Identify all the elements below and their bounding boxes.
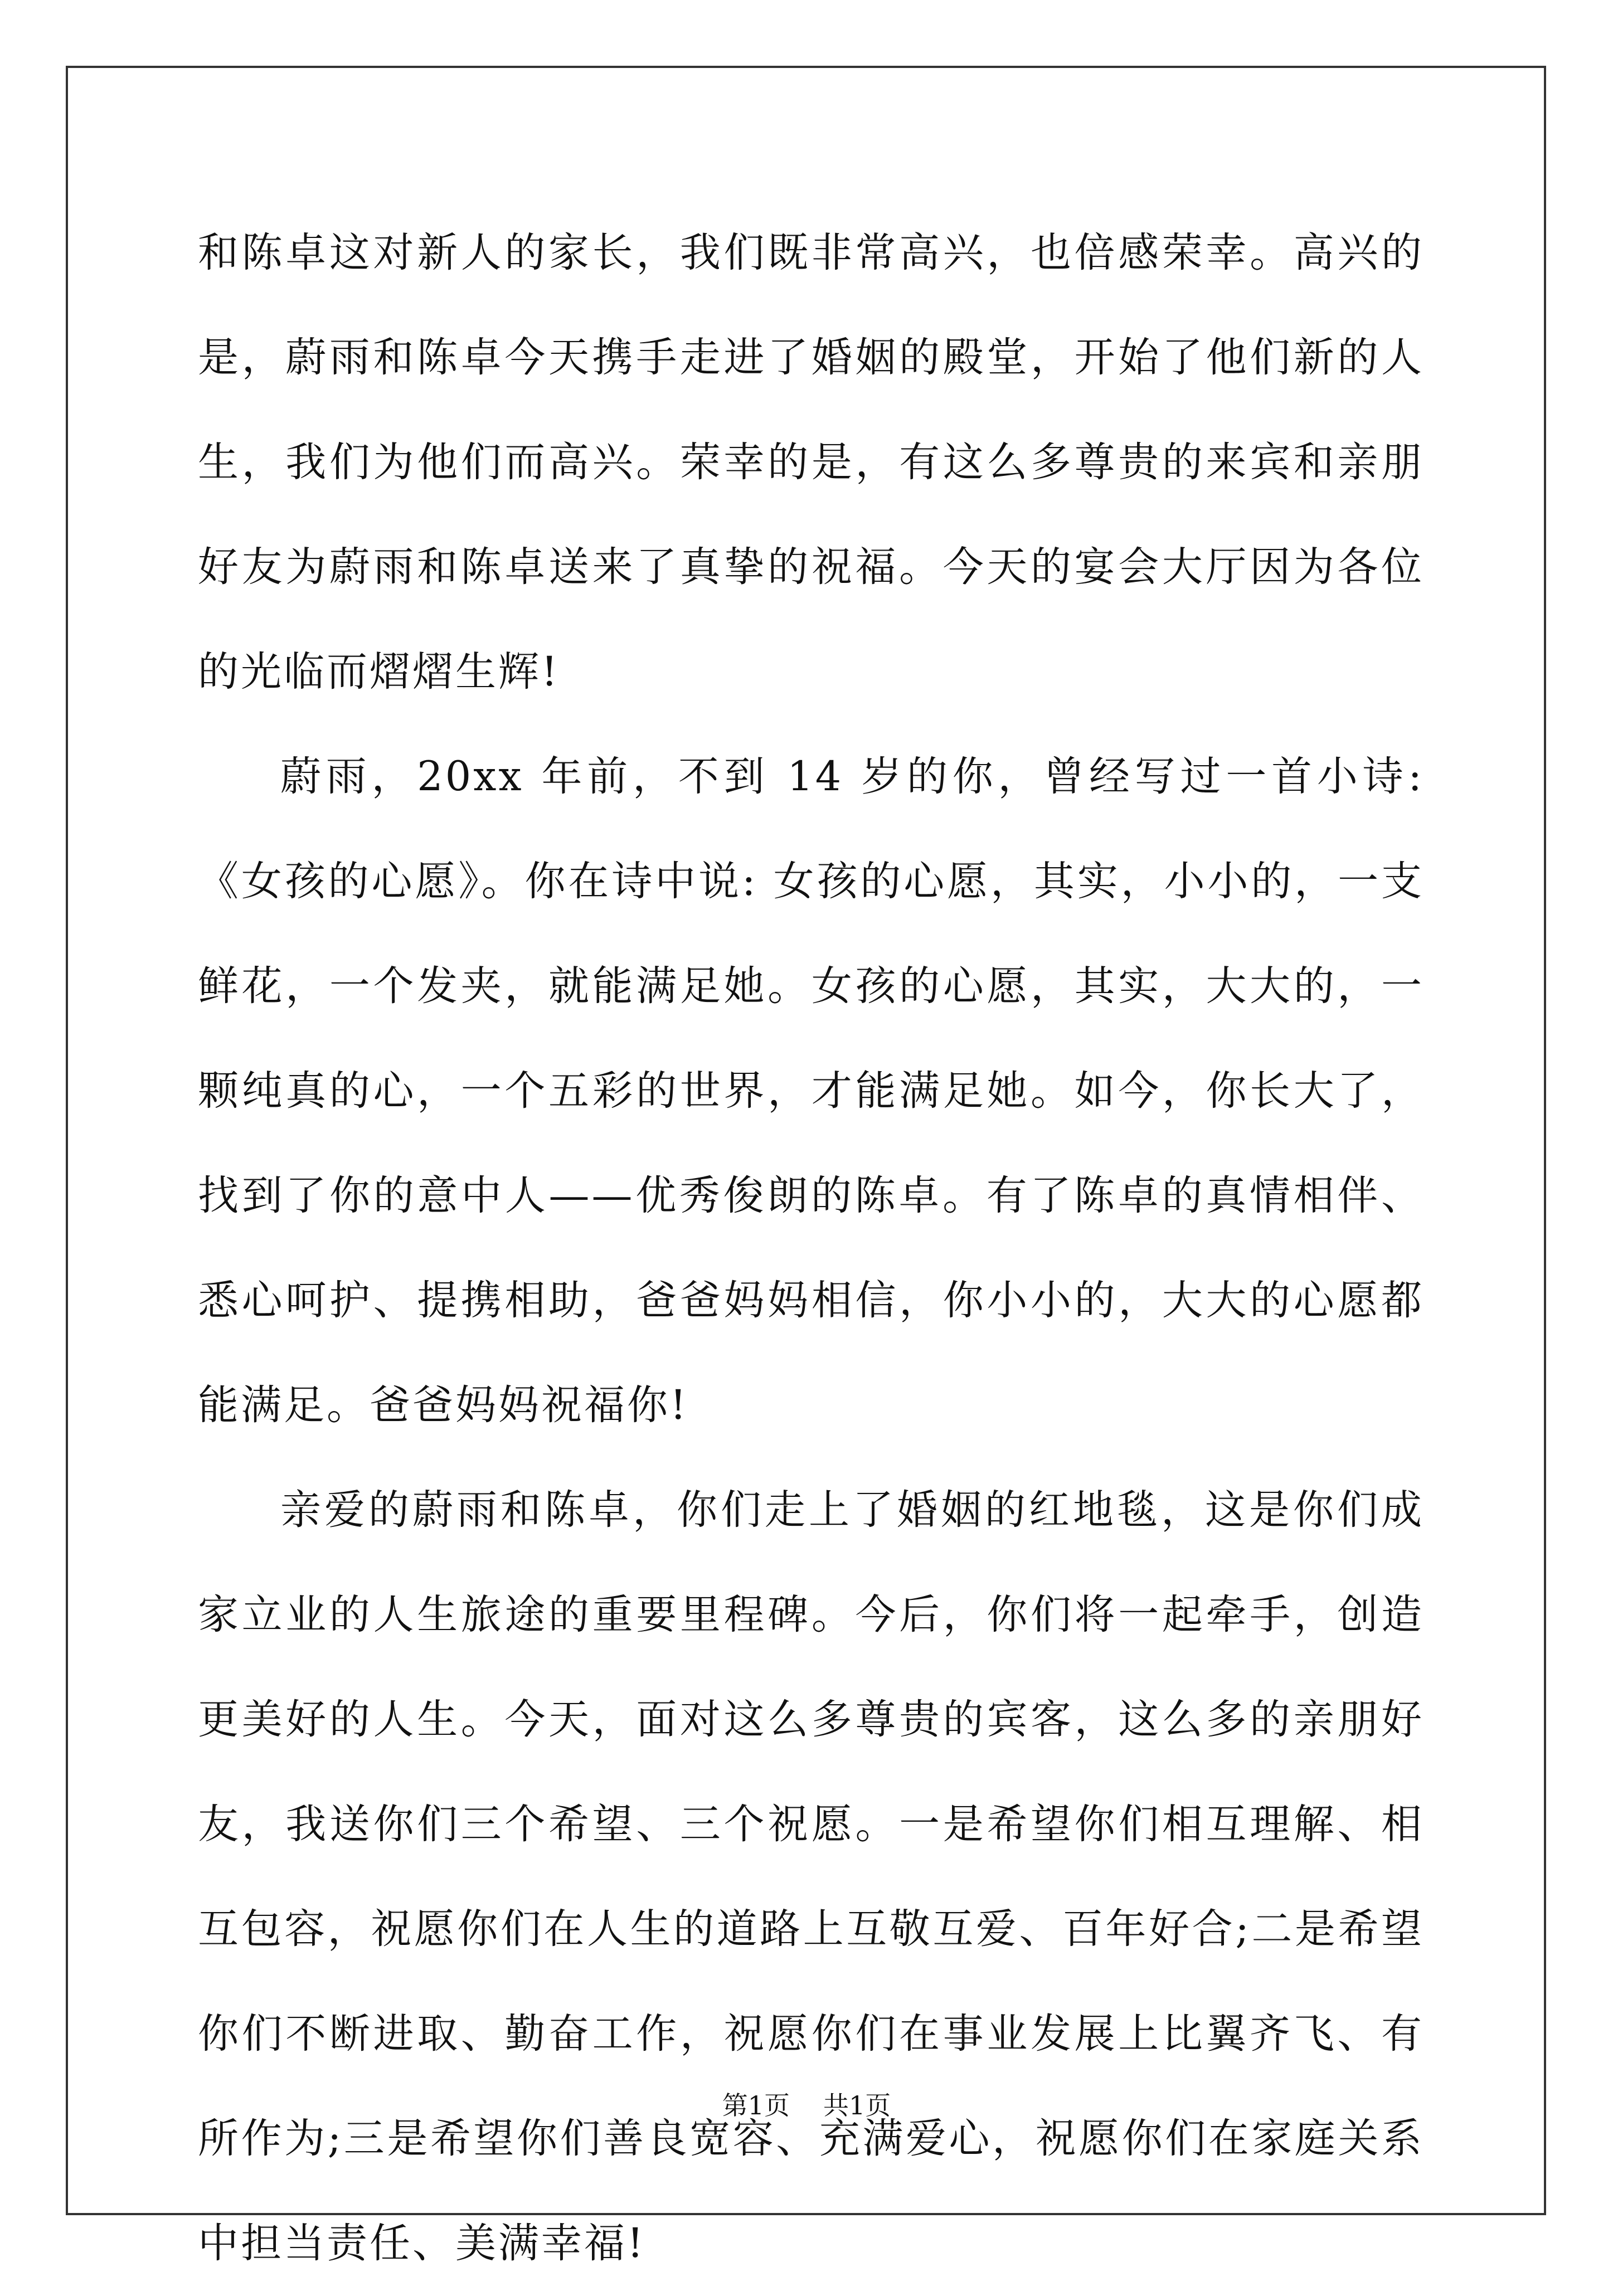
paragraph-3: 亲爱的蔚雨和陈卓，你们走上了婚姻的红地毯，这是你们成家立业的人生旅途的重要里程碑。今后，你们将一起牵手，创造更美好的人生。今天，面对这么多尊贵的宾客，这么多的亲朋好友，我送你们三个希望、三个祝愿。一是希望你们相互理解、相互包容，祝愿你们在人生的道路上互敬互爱、百年好合;二是希望你们不断进取、勤奋工作，祝愿你们在事业发展上比翼齐飞、有所作为;三是希望你们善良宽容、充满爱心，祝愿你们在家庭关系中担当责任、美满幸福! <box>198 1486 1424 2267</box>
document-body <box>198 201 1424 2296</box>
paragraph-2: 蔚雨，20xx 年前，不到 14 岁的你，曾经写过一首小诗:《女孩的心愿》。你在诗中说: 女孩的心愿，其实，小小的，一支鲜花，一个发夹，就能满足她。女孩的心愿，其实，大大的，一颗纯真的心，一个五彩的世界，才能满足她。如今，你长大了，找到了你的意中人——优秀俊朗的陈卓。有了陈卓的真情相伴、悉心呵护、提携相助，爸爸妈妈相信，你小小的，大大的心愿都能满足。爸爸妈妈祝福你! <box>198 753 1424 1429</box>
page-footer <box>0 2089 1613 2122</box>
page-number-total: 共1页 <box>823 2090 891 2120</box>
paragraph-1: 和陈卓这对新人的家长，我们既非常高兴，也倍感荣幸。高兴的是，蔚雨和陈卓今天携手走进了婚姻的殿堂，开始了他们新的人生，我们为他们而高兴。荣幸的是，有这么多尊贵的来宾和亲朋好友为蔚雨和陈卓送来了真挚的祝福。今天的宴会大厅因为各位的光临而熠熠生辉! <box>198 229 1424 695</box>
page-number-current: 第1页 <box>722 2090 790 2120</box>
